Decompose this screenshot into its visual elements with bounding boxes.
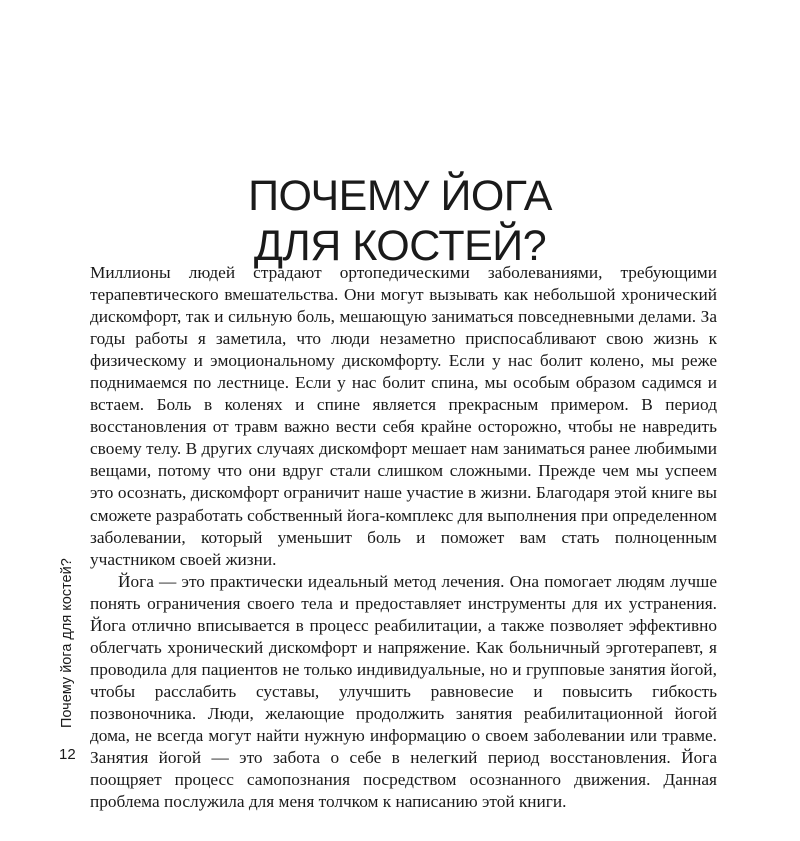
page-title — [0, 171, 800, 271]
page-number: 12 — [59, 746, 76, 763]
page-title-line-1: ПОЧЕМУ ЙОГА — [248, 171, 552, 220]
paragraph-2: Йога — это практически идеальный метод лечения. Она помогает людям лучше понять ограничения своего тела и предоставляет инструменты для их устранения. Йога отлично вписывается в процесс реабилитации, а также позволяет эффективно облегчать хронический дискомфорт и напряжение. Как больничный эрготерапевт, я проводила для пациентов не только индивидуальные, но и групповые занятия йогой, чтобы расслабить суставы, улучшить равновесие и повысить гибкость позвоночника. Люди, желающие продолжить занятия реабилитационной йогой дома, не всегда могут найти нужную информацию о своем заболевании или травме. Занятия йогой — это забота о себе в нелегкий период восстановления. Йога поощряет процесс самопознания посредством осознанного движения. Данная проблема послужила для меня толчком к написанию этой книги. — [90, 571, 717, 812]
page-title-line-2: ДЛЯ КОСТЕЙ? — [253, 221, 547, 270]
paragraph-1: Миллионы людей страдают ортопедическими заболеваниями, требующими терапевтического вмешательства. Они могут вызывать как небольшой хронический дискомфорт, так и сильную боль, мешающую заниматься повседневными делами. За годы работы я заметила, что люди незаметно приспосабливают свою жизнь к физическому и эмоциональному дискомфорту. Если у нас болит колено, мы реже поднимаемся по лестнице. Если у нас болит спина, мы особым образом садимся и встаем. Боль в коленях и спине является прекрасным примером. В период восстановления от травм важно вести себя крайне осторожно, чтобы не навредить своему телу. В других случаях дискомфорт мешает нам заниматься ранее любимыми вещами, потому что они вдруг стали слишком сложными. Прежде чем мы успеем это осознать, дискомфорт ограничит наше участие в жизни. Благодаря этой книге вы сможете разработать собственный йога-комплекс для выполнения при определенном заболевании, который уменьшит боль и поможет вам стать полноценным участником своей жизни. — [90, 263, 717, 569]
body-text — [90, 262, 717, 813]
running-head: Почему йога для костей? — [59, 558, 75, 728]
